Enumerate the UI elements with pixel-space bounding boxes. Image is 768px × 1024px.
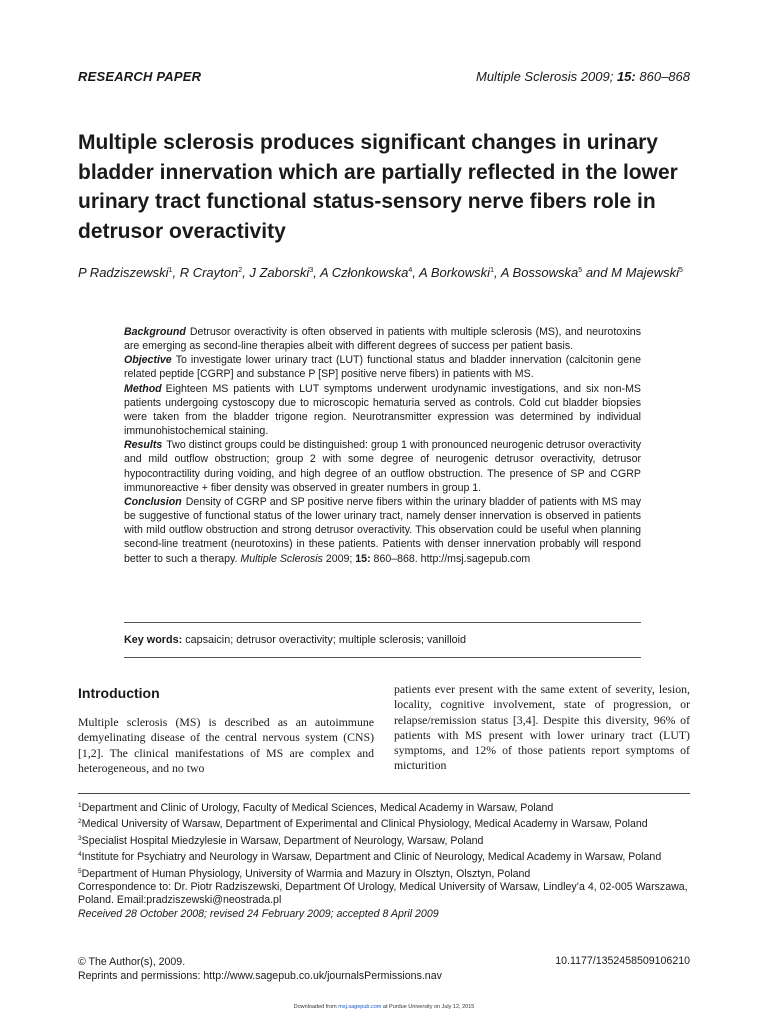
received-dates: Received 28 October 2008; revised 24 February 2009; accepted 8 April 2009	[78, 907, 439, 920]
keywords-text: capsaicin; detrusor overactivity; multiple sclerosis; vanilloid	[185, 634, 467, 646]
abstract	[124, 325, 641, 566]
keywords	[124, 634, 466, 646]
abstract-objective: Objective To investigate lower urinary tract (LUT) functional status and bladder innervation (calcitonin gene related peptide [CGRP] and substance P [SP] positive nerve fibers) in patients with MS.	[124, 354, 641, 381]
footnote-divider	[78, 793, 690, 794]
abstract-divider	[124, 622, 641, 623]
journal-citation	[476, 69, 690, 84]
journal-pages: 860–868	[639, 69, 690, 84]
doi[interactable]: 10.1177/1352458509106210	[555, 955, 690, 967]
affiliation: $^2$Medical University of Warsaw, Department of Experimental and Clinical Physiology, Medical Academy in Warsaw, Poland	[78, 818, 648, 831]
download-link[interactable]: msj.sagepub.com	[338, 1004, 382, 1010]
journal-year: 2009;	[580, 69, 614, 84]
copyright: © The Author(s), 2009.	[78, 956, 186, 968]
author: A Bossowska$^5$ and	[500, 265, 612, 280]
abstract-method: Method Eighteen MS patients with LUT symptoms underwent urodynamic investigations, and six non-MS patients undergoing cystoscopy due to microscopic hematuria served as controls. Cold cut bladder biopsies were taken from the bladder trigone region. Neurotransmitter expression was determined by individual immunohistochemical staining.	[124, 382, 641, 438]
intro-right-column: patients ever present with the same extent of severity, lesion, locality, cognitive involvement, state of progression, or relapse/remission status [3,4]. Despite this diversity, 96% of patients with MS present with lower urinary tract (LUT) symptoms, and 12% of those patients report symptoms of micturition	[394, 682, 690, 773]
intro-left-column: Multiple sclerosis (MS) is described as an autoimmune demyelinating disease of the central nervous system (CNS) [1,2]. The clinical manifestations of MS are complex and heterogeneous, and no two	[78, 715, 374, 775]
author: J Zaborski$^3$,	[249, 265, 320, 280]
affiliation: $^3$Specialist Hospital Miedzylesie in Warsaw, Department of Neurology, Warsaw, Poland	[78, 834, 484, 847]
keywords-label: Key words:	[124, 634, 183, 646]
abstract-background: Background Detrusor overactivity is often observed in patients with multiple sclerosis (MS), and neurotoxins are emerging as second-line therapies albeit with different degrees of success per patient basis.	[124, 326, 641, 353]
reprints-link[interactable]: Reprints and permissions: http://www.sagepub.co.uk/journalsPermissions.nav	[78, 970, 442, 982]
author-list	[78, 262, 698, 282]
affiliation: $^5$Department of Human Physiology, University of Warmia and Mazury in Olsztyn, Olsztyn, Poland	[78, 867, 531, 880]
download-notice: Downloaded from msj.sagepub.com at Purdue University on July 12, 2015	[293, 1004, 475, 1010]
abstract-results: Results Two distinct groups could be distinguished: group 1 with pronounced neurogenic detrusor overactivity and mild outflow obstruction; group 2 with some degree of neurogenic detrusor overactivity, detrusor hypocontractility during voiding, and high degree of an outflow obstruction. The presence of SP and CGRP immunoreactive + fiber density was observed in greater numbers in group 1.	[124, 439, 641, 494]
author: A Członkowska$^4$,	[319, 265, 420, 280]
journal-name: Multiple Sclerosis	[476, 69, 578, 84]
author: A Borkowski$^1$,	[419, 265, 501, 280]
abstract-conclusion: Conclusion Density of CGRP and SP positive nerve fibers within the urinary bladder of patients with MS may be suggestive of functional status of the lower urinary tract, namely denser innervation is observed in patients with mild outflow obstruction and strong detrusor overactivity. This observation could be useful when planning second-line treatment (neurotoxins) in these patients. Patients with denser innervation probably will respond better to such a therapy. Multiple Sclerosis 2009; 15: 860–868. http://msj.sagepub.com	[124, 495, 641, 565]
author: P Radziszewski$^1$,	[78, 265, 180, 280]
section-label: RESEARCH PAPER	[78, 69, 202, 84]
affiliations	[78, 799, 690, 921]
affiliation: $^1$Department and Clinic of Urology, Faculty of Medical Sciences, Medical Academy in Warsaw, Poland	[78, 802, 554, 814]
author: M Majewski$^5$	[611, 265, 683, 280]
correspondence: Correspondence to: Dr. Piotr Radziszewski, Department Of Urology, Medical University of Warsaw, Lindley’a 4, 02-005 Warszawa, Poland. Email:pradziszewski@neostrada.pl	[78, 881, 688, 907]
paper-title: Multiple sclerosis produces significant changes in urinary bladder innervation which are partially reflected in the lower urinary tract functional status-sensory nerve fibers role in detrusor overactivity	[78, 131, 678, 243]
author: R Crayton$^2$,	[179, 265, 250, 280]
keywords-divider	[124, 657, 641, 658]
journal-volume: 15:	[616, 69, 636, 84]
section-heading: Introduction	[78, 685, 160, 701]
affiliation: $^4$Institute for Psychiatry and Neurology in Warsaw, Department and Clinic of Neurology, Medical Academy in Warsaw, Poland	[78, 851, 662, 864]
copyright-block	[78, 955, 442, 983]
